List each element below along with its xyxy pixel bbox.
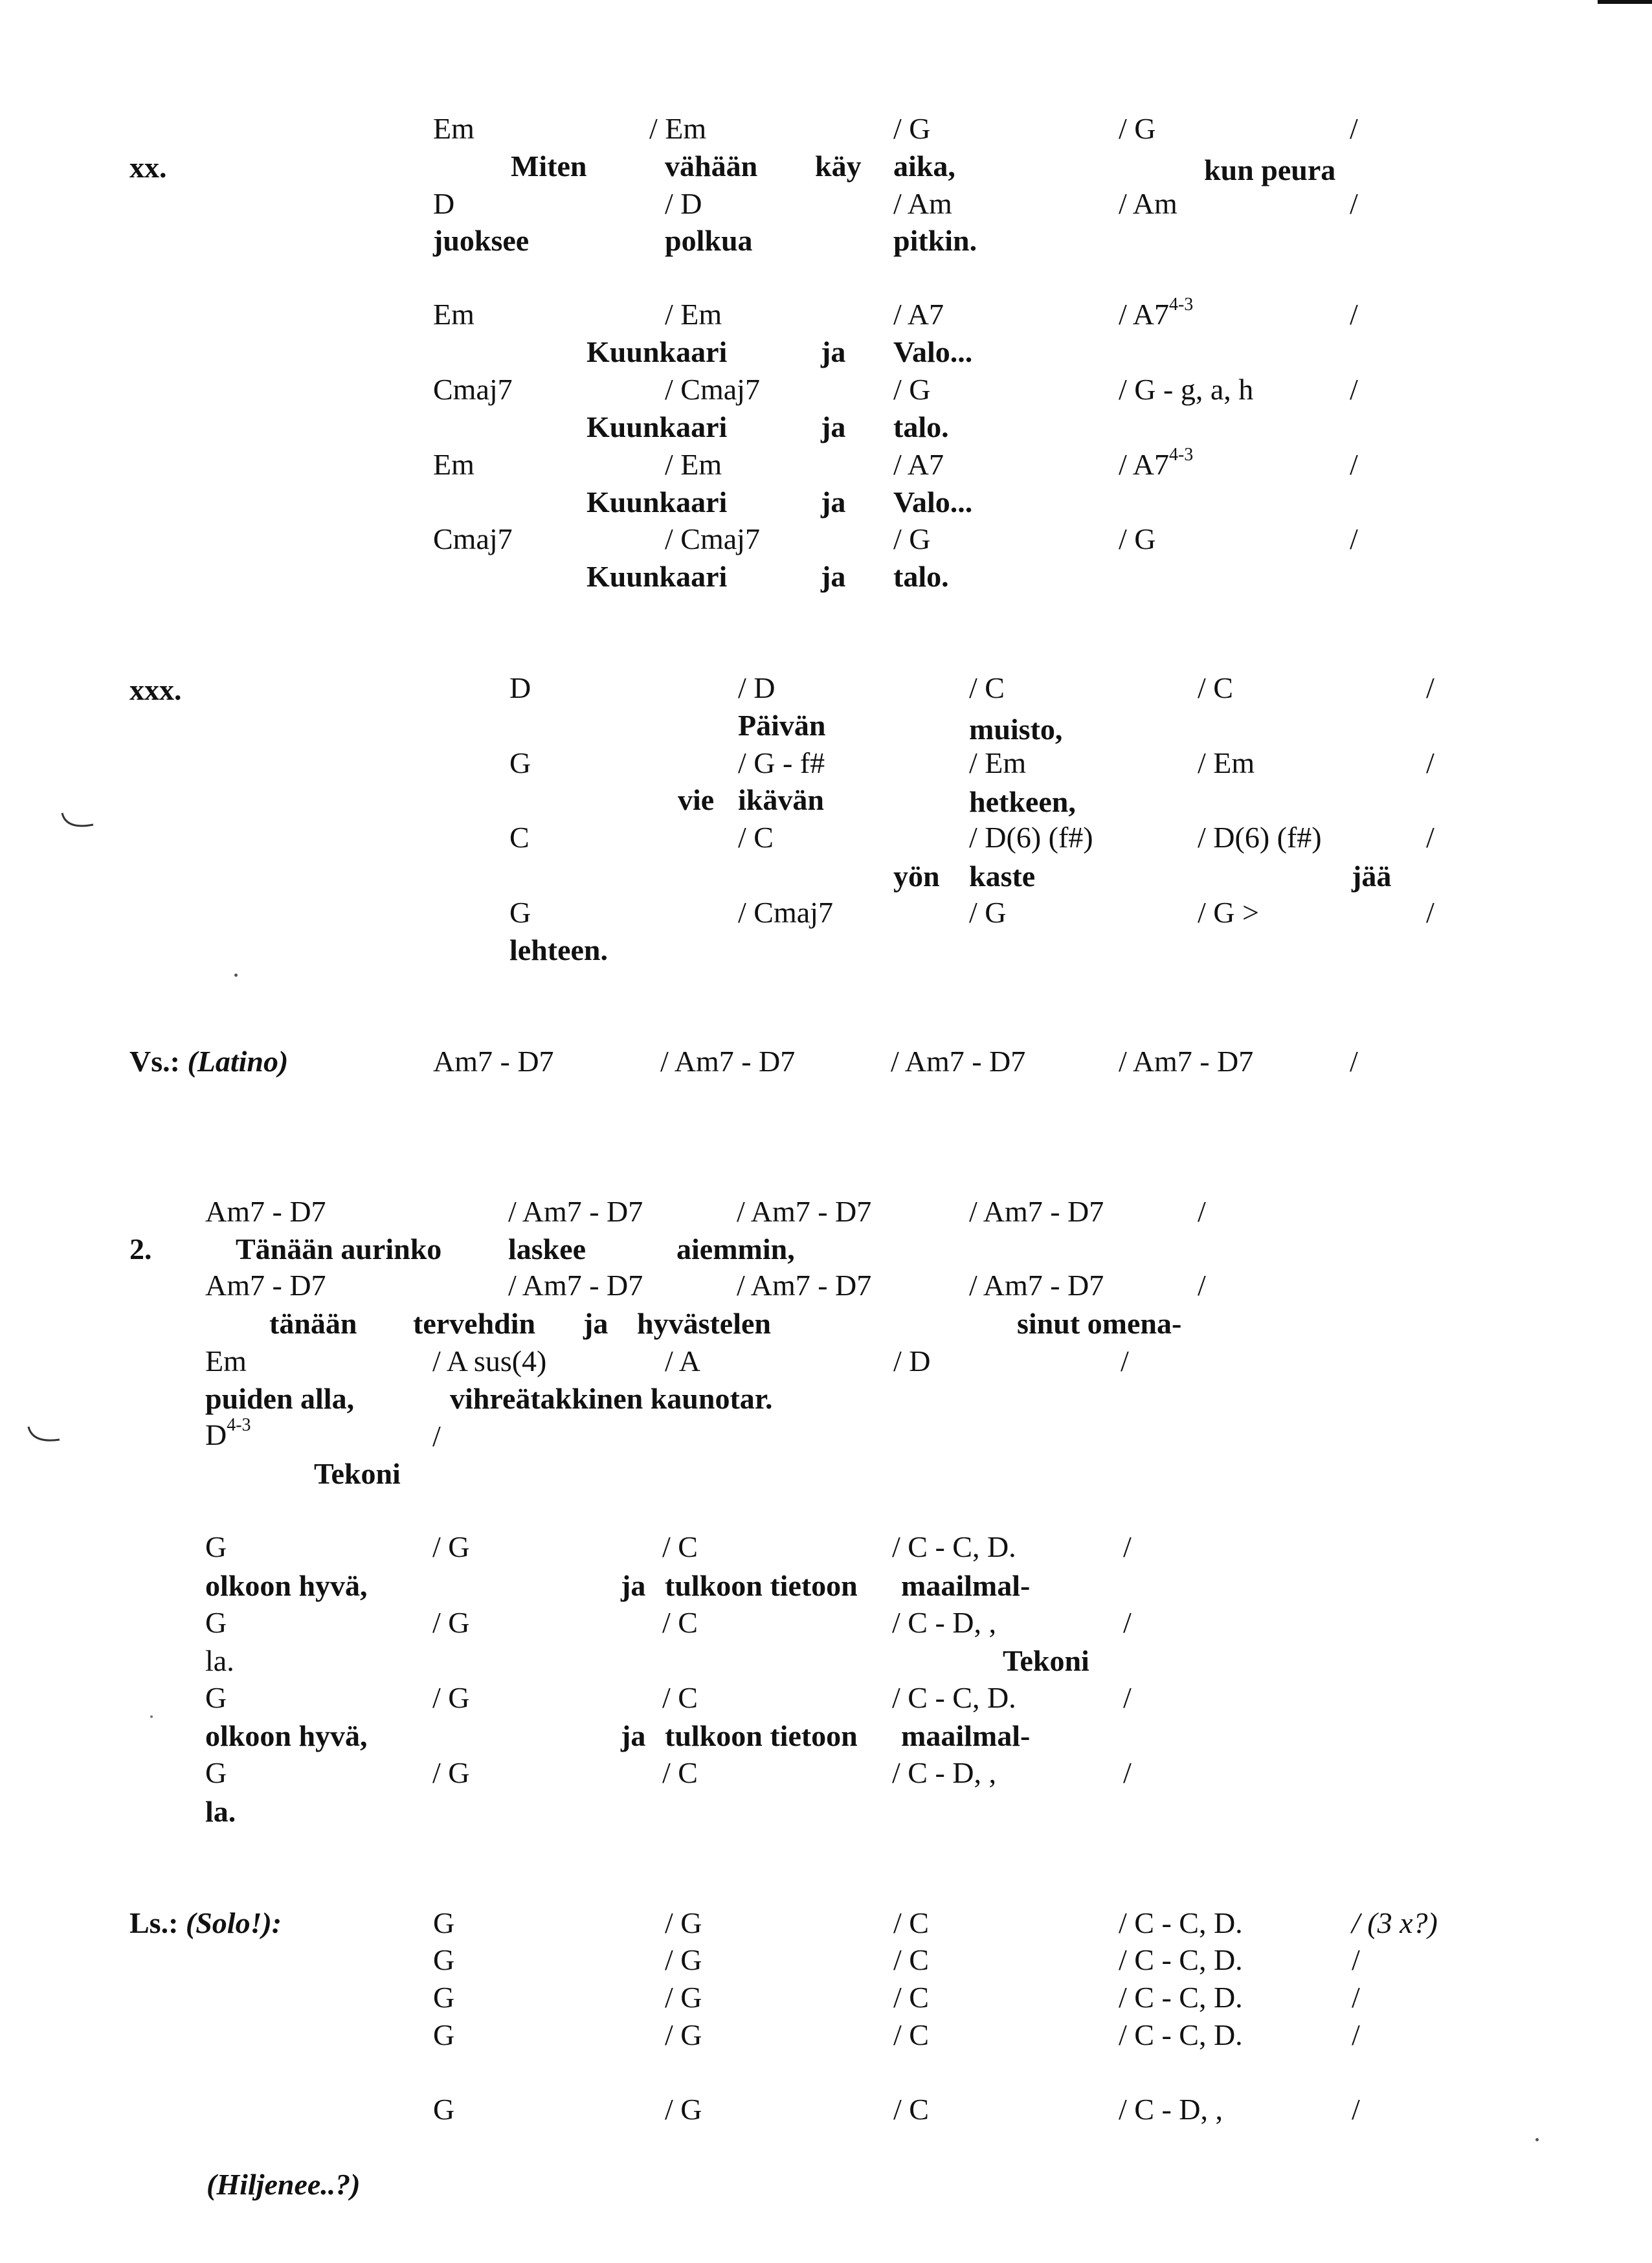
lyric: talo. (893, 410, 949, 443)
bar-line: / (1426, 746, 1434, 779)
chord: Cmaj7 (433, 522, 513, 555)
lyric: Kuunkaari (586, 485, 728, 518)
chord: / C - D, , (1119, 2093, 1223, 2126)
chord: / G (665, 2093, 702, 2126)
chord: / G (432, 1756, 470, 1789)
lyric: kun peura (1204, 153, 1336, 186)
lyric: ja (621, 1569, 646, 1602)
chord: / Em (969, 746, 1027, 779)
lyric: tulkoon tietoon (665, 1719, 858, 1752)
chord: / Em (1198, 746, 1255, 779)
chord: / G (969, 896, 1007, 929)
chord: Am7 - D7 (433, 1045, 554, 1078)
chord: G (205, 1681, 227, 1714)
chord: / C (969, 671, 1005, 704)
lyric: käy (815, 150, 862, 183)
chord: / C - C, D. (1119, 1943, 1243, 1976)
chord: G (433, 1943, 455, 1976)
chord: / C (1198, 671, 1233, 704)
chord: / A7 (893, 448, 944, 481)
chord: $D^{4-3}$ (205, 1415, 251, 1451)
chord: Am7 - D7 (205, 1195, 326, 1228)
chord: / C - D, , (892, 1606, 996, 1639)
lyric: yön (893, 860, 940, 893)
lyric: ikävän (738, 783, 824, 816)
chord: C (509, 821, 530, 854)
chord: / Am7 - D7 (969, 1269, 1104, 1302)
chord: / C (893, 2018, 929, 2051)
bar-line: / (1350, 1045, 1358, 1078)
chord: / A7$^{4-3}$ (1119, 295, 1194, 331)
lyric: Tänään aurinko (236, 1232, 442, 1265)
bar-line: / (1350, 112, 1358, 145)
lyric: maailmal- (901, 1569, 1031, 1602)
chord: Em (433, 448, 474, 481)
chord: / Am (1119, 187, 1178, 220)
chord: / C - C, D. (892, 1681, 1016, 1714)
chord: / C - C, D. (892, 1530, 1016, 1563)
chord: / Am7 - D7 (1119, 1045, 1254, 1078)
lyric: Kuunkaari (586, 560, 728, 593)
bar-line: / (1350, 373, 1358, 406)
section-mark-2: 2. (129, 1232, 152, 1265)
chord: / Em (649, 112, 707, 145)
lyric: vihreätakkinen kaunotar. (450, 1382, 773, 1415)
lyric: vähään (665, 150, 758, 183)
bar-line: / (1350, 298, 1358, 331)
chord: / Cmaj7 (665, 373, 760, 406)
lyric: puiden alla, (205, 1382, 355, 1415)
chord: / C - C, D. (1119, 1906, 1243, 1939)
chord: / A7$^{4-3}$ (1119, 445, 1194, 481)
chord: / G - g, a, h (1119, 373, 1254, 406)
chord: / Am7 - D7 (737, 1195, 872, 1228)
lyric: laskee (508, 1232, 586, 1265)
lyric: Valo... (893, 335, 973, 368)
bar-line: / (1198, 1269, 1206, 1302)
chord: / Am (893, 187, 952, 220)
chord: / C (662, 1756, 698, 1789)
chord: / G (432, 1530, 470, 1563)
chord: Em (433, 298, 474, 331)
lyric: tulkoon tietoon (665, 1569, 858, 1602)
speck (1535, 2138, 1539, 2141)
lyric: polkua (665, 224, 753, 257)
chord: / Am7 - D7 (737, 1269, 872, 1302)
section-mark-xxx: xxx. (129, 673, 182, 706)
chord: / C (662, 1606, 698, 1639)
chord: / C (893, 1906, 929, 1939)
chord: / C (893, 2093, 929, 2126)
chord: D (509, 671, 531, 704)
bar-line: / (1426, 671, 1434, 704)
lyric: Kuunkaari (586, 410, 728, 443)
lyric: la. (205, 1795, 236, 1828)
lyric: Tekoni (1003, 1644, 1089, 1677)
chord: / Em (665, 298, 722, 331)
chord: / G (665, 1906, 702, 1939)
pen-mark (23, 1424, 69, 1450)
chord: / G (1119, 522, 1156, 555)
lyric: pitkin. (893, 224, 977, 257)
bar-line: / (1350, 522, 1358, 555)
bar-line: / (1121, 1344, 1129, 1377)
section-mark-ls: Ls.: (Solo!): (129, 1906, 282, 1939)
lyric: Valo... (893, 485, 973, 518)
chord: G (509, 746, 531, 779)
lyric: ja (583, 1307, 608, 1340)
chord: / Am7 - D7 (508, 1195, 643, 1228)
lyric: la. (205, 1644, 234, 1677)
lyric: aika, (893, 150, 955, 183)
bar-line: / (1350, 448, 1358, 481)
chord: / G (893, 373, 931, 406)
ending-note: (Hiljenee..?) (206, 2168, 361, 2201)
section-mark-vs: Vs.: (Latino) (129, 1045, 289, 1078)
lyric: vie (678, 783, 715, 816)
chord: G (433, 2018, 455, 2051)
lyric: olkoon hyvä, (205, 1569, 368, 1602)
speck (234, 974, 238, 977)
chord: G (509, 896, 531, 929)
chord: / D (665, 187, 702, 220)
bar-line: / (1123, 1530, 1132, 1563)
chord: Am7 - D7 (205, 1269, 326, 1302)
bar-line: / (1123, 1606, 1132, 1639)
lyric: hetkeen, (969, 785, 1076, 818)
chord: / D(6) (f#) (969, 821, 1093, 854)
lyric: ja (821, 410, 846, 443)
chord: Em (205, 1344, 247, 1377)
lyric: lehteen. (509, 933, 608, 966)
chord: / G (665, 1943, 702, 1976)
lyric: Kuunkaari (586, 335, 728, 368)
chord: Em (433, 112, 474, 145)
chord: / Am7 - D7 (660, 1045, 796, 1078)
chord: Cmaj7 (433, 373, 513, 406)
lyric: aiemmin, (676, 1232, 795, 1265)
chord: G (205, 1606, 227, 1639)
chord: / A7 (893, 298, 944, 331)
lyric: ja (821, 335, 846, 368)
lyric: juoksee (433, 224, 530, 257)
bar-line: / (1123, 1756, 1132, 1789)
chord: G (433, 1906, 455, 1939)
chord: / G (893, 112, 931, 145)
bar-line: / (1426, 821, 1434, 854)
lyric: olkoon hyvä, (205, 1719, 368, 1752)
bar-line: / (1426, 896, 1434, 929)
bar-line: / (1198, 1195, 1206, 1228)
pen-mark (57, 810, 102, 836)
chord: / Am7 - D7 (508, 1269, 643, 1302)
lyric: hyvästelen (637, 1307, 771, 1340)
repeat-note: / (3 x?) (1352, 1906, 1438, 1939)
chord: / D (893, 1344, 931, 1377)
chord: / G - f# (738, 746, 825, 779)
lyric: Tekoni (314, 1457, 401, 1490)
lyric: ja (821, 560, 846, 593)
lyric: jää (1352, 860, 1392, 893)
bar-line: / (1352, 1981, 1360, 2014)
chord: / G (432, 1681, 470, 1714)
chord: / D(6) (f#) (1198, 821, 1322, 854)
chord: / C (662, 1681, 698, 1714)
chord: / Am7 - D7 (969, 1195, 1104, 1228)
chord: G (205, 1756, 227, 1789)
chord: / C - C, D. (1119, 1981, 1243, 2014)
chord: / G (432, 1606, 470, 1639)
lyric: Päivän (738, 709, 826, 742)
chord: / G > (1198, 896, 1259, 929)
bar-line: / (1352, 1943, 1360, 1976)
chord: / Cmaj7 (665, 522, 760, 555)
chord: / G (665, 2018, 702, 2051)
lyric: ja (821, 485, 846, 518)
chord: G (433, 2093, 455, 2126)
chord: / Cmaj7 (738, 896, 833, 929)
chord: / A (665, 1344, 700, 1377)
scan-edge-mark (1598, 0, 1652, 4)
bar-line: / (1352, 2018, 1360, 2051)
chord: / Am7 - D7 (891, 1045, 1026, 1078)
chord: / C (662, 1530, 698, 1563)
chord: / C (738, 821, 774, 854)
lyric: tänään (269, 1307, 357, 1340)
section-mark-xx: xx. (129, 151, 167, 184)
chord: / G (665, 1981, 702, 2014)
bar-line: / (1350, 187, 1358, 220)
chord: / D (738, 671, 776, 704)
chord: / C - D, , (892, 1756, 996, 1789)
chord: G (433, 1981, 455, 2014)
chord: G (205, 1530, 227, 1563)
lyric: talo. (893, 560, 949, 593)
lyric: ja (621, 1719, 646, 1752)
lyric: Miten (511, 150, 587, 183)
chord: / A sus(4) (432, 1344, 547, 1377)
chord: / G (893, 522, 931, 555)
bar-line: / (1352, 2093, 1360, 2126)
lyric: sinut omena- (1017, 1307, 1182, 1340)
chord: / C (893, 1943, 929, 1976)
lyric: muisto, (969, 713, 1063, 746)
chord: D (433, 187, 455, 220)
chord: / C - C, D. (1119, 2018, 1243, 2051)
lyric: tervehdin (413, 1307, 536, 1340)
chord: / Em (665, 448, 722, 481)
bar-line: / (432, 1420, 441, 1453)
speck (150, 1715, 153, 1718)
chord: / C (893, 1981, 929, 2014)
bar-line: / (1123, 1681, 1132, 1714)
chord: / G (1119, 112, 1156, 145)
lyric: kaste (969, 860, 1036, 893)
lyric: maailmal- (901, 1719, 1031, 1752)
